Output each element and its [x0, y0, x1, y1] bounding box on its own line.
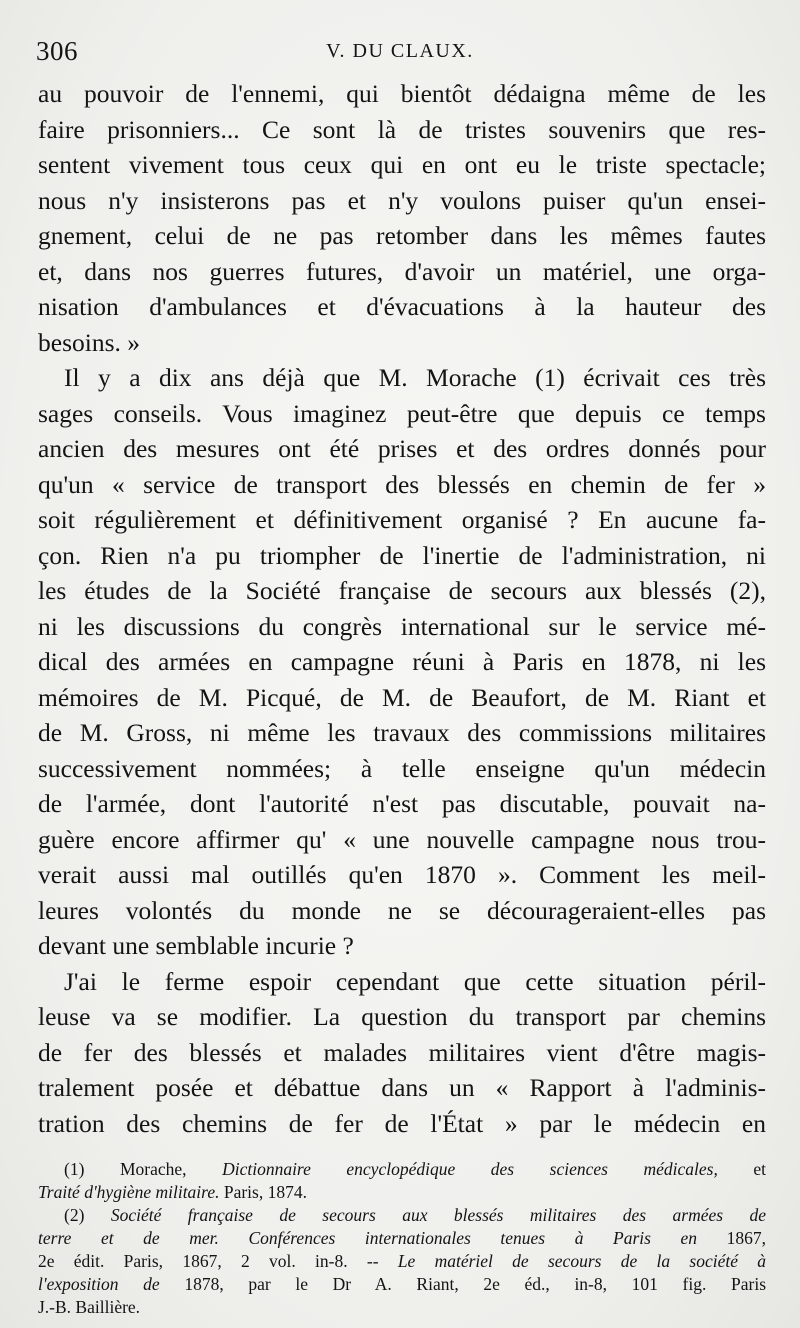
- footnote-title: Dictionnaire encyclopédique des sciences médicales,: [222, 1159, 718, 1179]
- footnote-text: Paris, 1874.: [223, 1182, 307, 1202]
- page-number: 306: [36, 36, 78, 66]
- footnotes: [38, 1158, 766, 1319]
- text-line: mémoires de M. Picqué, de M. de Beaufort, de M. Riant et: [38, 682, 766, 712]
- footnote-title: terre et de mer. Conférences internationales tenues à Paris en: [38, 1228, 698, 1248]
- text-line: de l'armée, dont l'autorité n'est pas discutable, pouvait na-: [38, 789, 766, 818]
- text-line: ancien des mesures ont été prises et des ordres donnés pour: [38, 434, 766, 463]
- text-line: de fer des blessés et malades militaires vient d'être magis-: [38, 1037, 766, 1067]
- text-line: verait aussi mal outillés qu'en 1870 ». Comment les meil-: [38, 860, 766, 889]
- text-line: nous n'y insisterons pas et n'y voulons puiser qu'un ensei-: [38, 185, 766, 215]
- text-line: Il y a dix ans déjà que M. Morache (1) écrivait ces très: [64, 363, 766, 392]
- footnote-1-line: [38, 1181, 766, 1204]
- text-line: sages conseils. Vous imaginez peut-être que depuis ce temps: [38, 398, 766, 428]
- text-line: dical des armées en campagne réuni à Paris en 1878, ni les: [38, 647, 766, 676]
- text-line: guère encore affirmer qu' « une nouvelle campagne nous trou-: [38, 824, 766, 854]
- footnote-2-line: [38, 1227, 766, 1250]
- footnote-text: 2e édit. Paris, 1867, 2 vol. in-8. --: [38, 1251, 379, 1271]
- text-line: les études de la Société française de secours aux blessés (2),: [38, 576, 766, 605]
- text-line: nisation d'ambulances et d'évacuations à la hauteur des: [38, 292, 766, 321]
- footnote-2-line: [38, 1296, 766, 1319]
- footnote-text: J.-B. Baillière.: [38, 1297, 141, 1317]
- body-text: [38, 76, 766, 1141]
- footnote-2-line: [38, 1273, 766, 1296]
- footnote-2-line: [38, 1204, 766, 1227]
- text-line: soit régulièrement et définitivement organisé ? En aucune fa-: [38, 505, 766, 534]
- footnote-title: Société française de secours aux blessés militaires des armées de: [110, 1205, 767, 1225]
- text-line: tration des chemins de fer de l'État » par le médecin en: [38, 1108, 766, 1138]
- footnote-marker: (2): [64, 1205, 85, 1225]
- footnote-title: Traité d'hygiène militaire.: [38, 1182, 220, 1202]
- text-line: de M. Gross, ni même les travaux des commissions militaires: [38, 718, 766, 747]
- text-line: et, dans nos guerres futures, d'avoir un matériel, une orga-: [38, 256, 766, 286]
- footnote-1-line: [38, 1158, 766, 1181]
- text-line: J'ai le ferme espoir cependant que cette situation péril-: [64, 966, 766, 996]
- text-line: devant une semblable incurie ?: [38, 931, 354, 960]
- text-line: besoins. »: [38, 327, 140, 357]
- text-line: leuse va se modifier. La question du transport par chemins: [38, 1002, 766, 1031]
- footnote-title: Le matériel de secours de la société à: [397, 1251, 767, 1271]
- footnote-text: 1878, par le Dr A. Riant, 2e éd., in-8, 101 fig. Paris: [184, 1274, 766, 1294]
- footnote-2-line: [38, 1250, 766, 1273]
- text-line: tralement posée et débattue dans un « Rapport à l'adminis-: [38, 1073, 766, 1102]
- footnote-text: 1867,: [726, 1228, 766, 1248]
- text-line: leures volontés du monde ne se décourageraient-elles pas: [38, 895, 766, 925]
- text-line: sentent vivement tous ceux qui en ont eu le triste spectacle;: [38, 150, 766, 179]
- text-line: qu'un « service de transport des blessés en chemin de fer »: [38, 469, 766, 499]
- footnote-text: et: [753, 1159, 767, 1179]
- text-line: au pouvoir de l'ennemi, qui bientôt dédaigna même de les: [38, 79, 766, 108]
- text-line: successivement nommées; à telle enseigne qu'un médecin: [38, 753, 766, 783]
- text-line: çon. Rien n'a pu triompher de l'inertie de l'administration, ni: [38, 540, 766, 570]
- running-head: V. DU CLAUX.: [326, 40, 474, 62]
- text-line: ni les discussions du congrès international sur le service mé-: [38, 611, 766, 641]
- page-header: [36, 34, 764, 74]
- footnote-author: Morache,: [119, 1159, 187, 1179]
- footnote-title: l'exposition de: [38, 1274, 160, 1294]
- footnote-marker: (1): [64, 1159, 85, 1179]
- text-line: faire prisonniers... Ce sont là de tristes souvenirs que res-: [38, 114, 766, 144]
- text-line: gnement, celui de ne pas retomber dans les mêmes fautes: [38, 221, 766, 250]
